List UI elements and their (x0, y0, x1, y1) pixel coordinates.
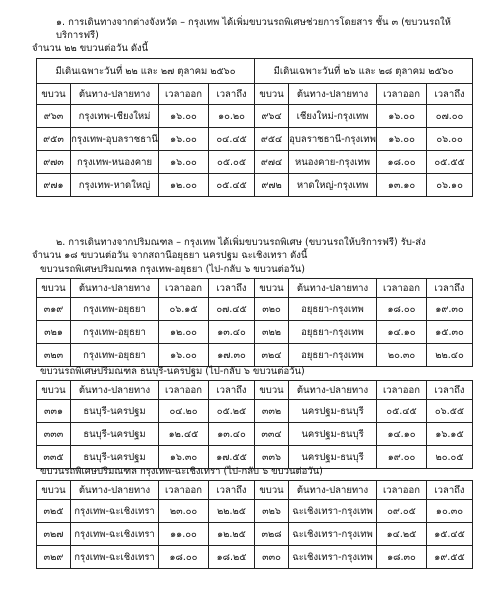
table-cell: ๐๖.๑๕ (159, 298, 209, 321)
table-cell: ๑๘.๓๐ (377, 546, 427, 569)
table-cell: ๑๘.๐๐ (159, 546, 209, 569)
table-cell: ๑๖.๐๐ (159, 344, 209, 367)
table-header-row (37, 279, 473, 298)
nakhonpathom-table-title: ขบวนรถพิเศษปริมณฑล ธนบุรี-นครปฐม (ไป-กลับ ๖ ขบวนต่อวัน) (40, 366, 305, 377)
table-cell: ๓๒๒ (255, 321, 289, 344)
table-cell: นครปฐม-ธนบุรี (289, 446, 377, 469)
table-cell: ๑๘.๐๐ (377, 151, 427, 174)
table-cell: ๑๖.๐๐ (377, 105, 427, 128)
column-header: เวลาออก (377, 279, 427, 298)
column-header: เวลาถึง (209, 481, 255, 500)
table-cell: ๙๗๒ (255, 174, 289, 197)
table-cell: ๓๓๕ (37, 446, 71, 469)
table-cell: นครปฐม-ธนบุรี (289, 423, 377, 446)
table-cell: ๙๗๓ (37, 151, 71, 174)
column-header: ต้นทาง-ปลายทาง (71, 381, 159, 400)
table-cell: หนองคาย-กรุงเทพ (289, 151, 377, 174)
table-cell: ๑๗.๓๐ (209, 344, 255, 367)
table-cell: ๑๖.๓๐ (159, 446, 209, 469)
table-cell: ฉะเชิงเทรา-กรุงเทพ (289, 500, 377, 523)
table-cell: ๑๐.๒๐ (209, 105, 255, 128)
table-row (37, 423, 473, 446)
column-header: เวลาถึง (427, 279, 473, 298)
column-header: ขบวน (255, 279, 289, 298)
table-header-row (37, 481, 473, 500)
table-cell: กรุงเทพ-อุบลราชธานี (71, 128, 159, 151)
table-cell: ๓๒๓ (37, 344, 71, 367)
table-cell: ๓๓๑ (37, 400, 71, 423)
table-cell: ๐๖.๕๕ (427, 400, 473, 423)
column-header: เวลาออก (159, 279, 209, 298)
table-cell: ๙๖๓ (37, 105, 71, 128)
table-cell: ๒๒.๔๐ (427, 344, 473, 367)
table-cell: ๓๓๖ (255, 446, 289, 469)
table-cell: ๐๗.๐๐ (427, 105, 473, 128)
table-cell: ๐๙.๐๕ (377, 500, 427, 523)
column-header: ขบวน (255, 84, 289, 105)
column-header: ต้นทาง-ปลายทาง (289, 381, 377, 400)
table-row (37, 321, 473, 344)
ayutthaya-train-table (36, 278, 473, 367)
table-cell: ๑๑.๐๐ (159, 523, 209, 546)
column-header: เวลาถึง (209, 279, 255, 298)
table-cell: ๓๒๕ (37, 500, 71, 523)
table-cell: ๓๓๓ (37, 423, 71, 446)
table-cell: อุบลราชธานี-กรุงเทพ (289, 128, 377, 151)
table-cell: กรุงเทพ-หนองคาย (71, 151, 159, 174)
table-cell: ๑๙.๓๐ (427, 298, 473, 321)
table-row (37, 298, 473, 321)
column-header: ต้นทาง-ปลายทาง (71, 84, 159, 105)
table-cell: ๐๕.๔๕ (377, 400, 427, 423)
column-header: เวลาถึง (427, 381, 473, 400)
table-cell: ๐๕.๐๕ (209, 151, 255, 174)
table-cell: ๓๒๙ (37, 546, 71, 569)
provincial-train-table (36, 58, 473, 197)
table-cell: ๓๒๗ (37, 523, 71, 546)
table-cell: นครปฐม-ธนบุรี (289, 400, 377, 423)
table-header-row (37, 84, 473, 105)
table-cell: ๑๙.๐๐ (377, 446, 427, 469)
column-header: ขบวน (255, 381, 289, 400)
table-cell: ๒๒.๒๕ (209, 500, 255, 523)
section2-line1: ๒. การเดินทางจากปริมณฑล – กรุงเทพ ได้เพิ่มขบวนรถพิเศษ (ขบวนรถให้บริการฟรี) รับ-ส่ง (56, 237, 426, 248)
column-header: เวลาออก (159, 481, 209, 500)
table-cell: ๑๔.๑๐ (377, 321, 427, 344)
table-row (37, 128, 473, 151)
table-cell: ธนบุรี-นครปฐม (71, 423, 159, 446)
table-cell: ๑๖.๐๐ (377, 128, 427, 151)
table-cell: ๒๐.๓๐ (377, 344, 427, 367)
table-row (37, 400, 473, 423)
column-header: เวลาออก (377, 481, 427, 500)
ayutthaya-table-title: ขบวนรถพิเศษปริมณฑล กรุงเทพ-อยุธยา (ไป-กลับ ๖ ขบวนต่อวัน) (40, 264, 306, 275)
table-cell: ๑๓.๔๐ (209, 321, 255, 344)
table-cell: ๓๓๐ (255, 546, 289, 569)
section2-heading (32, 236, 472, 262)
table-row (37, 523, 473, 546)
table-row (37, 174, 473, 197)
table-cell: ๒๓.๐๐ (159, 500, 209, 523)
table-cell: ๐๕.๔๕ (209, 174, 255, 197)
table-cell: กรุงเทพ-ฉะเชิงเทรา (71, 523, 159, 546)
column-header: เวลาถึง (209, 381, 255, 400)
table-cell: ๐๗.๔๕ (209, 298, 255, 321)
table-cell: ๙๕๔ (255, 128, 289, 151)
table-cell: กรุงเทพ-ฉะเชิงเทรา (71, 546, 159, 569)
table-cell: ๑๓.๑๐ (377, 174, 427, 197)
table-cell: ๑๒.๔๕ (159, 423, 209, 446)
table-header-row (37, 381, 473, 400)
column-header: ต้นทาง-ปลายทาง (289, 481, 377, 500)
table-cell: ธนบุรี-นครปฐม (71, 400, 159, 423)
table-cell: ๓๓๔ (255, 423, 289, 446)
column-header: ต้นทาง-ปลายทาง (71, 279, 159, 298)
table-cell: ๐๖.๐๐ (427, 128, 473, 151)
table-cell: ๙๗๑ (37, 174, 71, 197)
table-cell: ๑๐.๓๐ (427, 500, 473, 523)
column-header: เวลาถึง (209, 84, 255, 105)
column-header: เวลาออก (377, 84, 427, 105)
table-cell: ๓๑๙ (37, 298, 71, 321)
table-cell: กรุงเทพ-หาดใหญ่ (71, 174, 159, 197)
section1-heading (32, 16, 472, 55)
section1-line2: จำนวน ๒๒ ขบวนต่อวัน ดังนี้ (32, 43, 149, 54)
table-cell: อยุธยา-กรุงเทพ (289, 321, 377, 344)
column-header: เวลาออก (159, 84, 209, 105)
column-header: ขบวน (255, 481, 289, 500)
column-header: เวลาออก (377, 381, 427, 400)
table-cell: ๑๘.๐๐ (377, 298, 427, 321)
chachoengsao-train-table (36, 480, 473, 569)
table-cell: ๙๕๓ (37, 128, 71, 151)
table-cell: ๑๙.๕๕ (427, 546, 473, 569)
table-cell: อยุธยา-กรุงเทพ (289, 344, 377, 367)
table-cell: ๙๖๔ (255, 105, 289, 128)
chachoengsao-table-title: ขบวนรถพิเศษปริมณฑล กรุงเทพ-ฉะเชิงเทรา (ไป-กลับ ๖ ขบวนต่อวัน) (40, 466, 323, 477)
table-row (37, 546, 473, 569)
table-cell: ๑๖.๐๐ (159, 151, 209, 174)
table-cell: ๑๔.๑๐ (377, 423, 427, 446)
table-cell: ๓๒๘ (255, 523, 289, 546)
table-cell: ๑๖.๑๕ (427, 423, 473, 446)
column-header: ต้นทาง-ปลายทาง (289, 84, 377, 105)
table-cell: หาดใหญ่-กรุงเทพ (289, 174, 377, 197)
right-date-header: มีเดินเฉพาะวันที่ ๒๖ และ ๒๘ ตุลาคม ๒๕๖๐ (255, 59, 473, 84)
column-header: เวลาถึง (427, 481, 473, 500)
table-cell: ๑๗.๕๕ (209, 446, 255, 469)
nakhonpathom-train-table (36, 380, 473, 469)
table-row (37, 105, 473, 128)
table-cell: กรุงเทพ-อยุธยา (71, 344, 159, 367)
table-cell: ๐๖.๑๐ (427, 174, 473, 197)
table-cell: กรุงเทพ-อยุธยา (71, 321, 159, 344)
table-cell: กรุงเทพ-อยุธยา (71, 298, 159, 321)
table-cell: ๓๒๑ (37, 321, 71, 344)
section2-line2: จำนวน ๑๘ ขบวนต่อวัน จากสถานีอยุธยา นครปฐม ฉะเชิงเทรา ดังนี้ (32, 250, 308, 261)
table-row (37, 344, 473, 367)
table-cell: ๑๘.๒๕ (209, 546, 255, 569)
column-header: ต้นทาง-ปลายทาง (71, 481, 159, 500)
table-cell: ๑๒.๐๐ (159, 321, 209, 344)
column-header: ขบวน (37, 279, 71, 298)
table-row (37, 151, 473, 174)
table-cell: ๐๔.๒๐ (159, 400, 209, 423)
table-cell: ๑๖.๐๐ (159, 128, 209, 151)
left-date-header: มีเดินเฉพาะวันที่ ๒๒ และ ๒๗ ตุลาคม ๒๕๖๐ (37, 59, 255, 84)
table-cell: ๑๖.๐๐ (159, 105, 209, 128)
section1-line1: ๑. การเดินทางจากต่างจังหวัด – กรุงเทพ ได้เพิ่มขบวนรถพิเศษช่วยการโดยสาร ชั้น ๓ (ขบวนรถให้บริการฟรี) (56, 17, 451, 41)
table-cell: กรุงเทพ-เชียงใหม่ (71, 105, 159, 128)
table-cell: ๓๒๐ (255, 298, 289, 321)
table-cell: อยุธยา-กรุงเทพ (289, 298, 377, 321)
table-cell: ๓๒๔ (255, 344, 289, 367)
table-cell: ธนบุรี-นครปฐม (71, 446, 159, 469)
column-header: ขบวน (37, 84, 71, 105)
column-header: ขบวน (37, 481, 71, 500)
table-cell: กรุงเทพ-ฉะเชิงเทรา (71, 500, 159, 523)
table-cell: ๑๔.๒๕ (377, 523, 427, 546)
column-header: เวลาถึง (427, 84, 473, 105)
column-header: ต้นทาง-ปลายทาง (289, 279, 377, 298)
table-group-header (37, 59, 473, 84)
table-cell: เชียงใหม่-กรุงเทพ (289, 105, 377, 128)
table-row (37, 500, 473, 523)
table-cell: ๑๒.๒๕ (209, 523, 255, 546)
table-cell: ๐๕.๒๕ (209, 400, 255, 423)
table-cell: ฉะเชิงเทรา-กรุงเทพ (289, 523, 377, 546)
table-cell: ๓๓๒ (255, 400, 289, 423)
table-cell: ๑๕.๔๕ (427, 523, 473, 546)
table-cell: ๙๗๔ (255, 151, 289, 174)
column-header: ขบวน (37, 381, 71, 400)
column-header: เวลาออก (159, 381, 209, 400)
table-cell: ๑๕.๓๐ (427, 321, 473, 344)
table-cell: ๑๓.๔๐ (209, 423, 255, 446)
table-cell: ๒๐.๐๕ (427, 446, 473, 469)
table-cell: ๐๔.๔๕ (209, 128, 255, 151)
table-cell: ๐๕.๕๕ (427, 151, 473, 174)
table-cell: ๑๒.๐๐ (159, 174, 209, 197)
table-cell: ๓๒๖ (255, 500, 289, 523)
table-cell: ฉะเชิงเทรา-กรุงเทพ (289, 546, 377, 569)
